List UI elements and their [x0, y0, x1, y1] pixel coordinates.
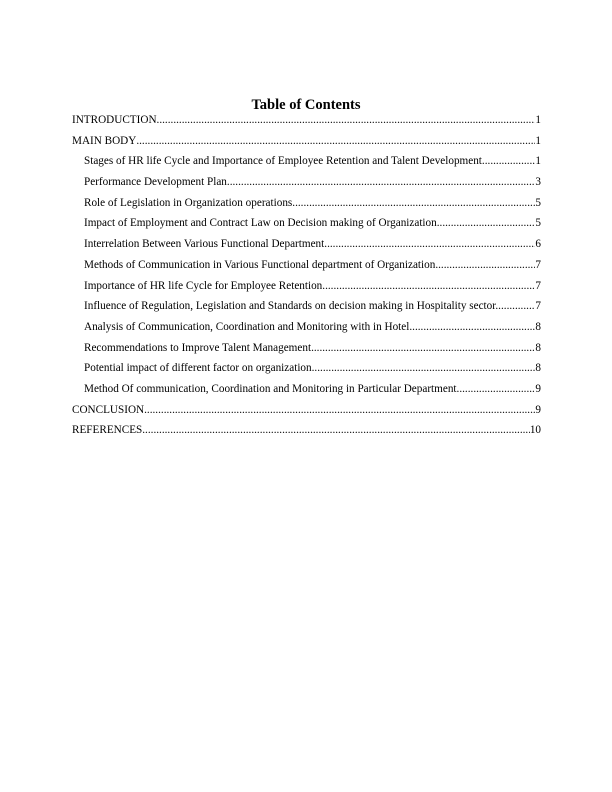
toc-dot-leader	[312, 360, 536, 376]
toc-entry-text: MAIN BODY	[72, 134, 137, 147]
toc-entry-text: Recommendations to Improve Talent Management	[84, 341, 312, 354]
toc-dot-leader	[435, 257, 535, 273]
toc-list	[72, 112, 541, 443]
toc-entry-text: Method Of communication, Coordination and Monitoring in Particular Department	[84, 382, 457, 395]
toc-entry-methods-of-communication[interactable]	[72, 257, 541, 278]
toc-page-number: 5	[535, 217, 541, 230]
toc-entry-hr-life-cycle-stages[interactable]	[72, 153, 541, 174]
toc-page-number: 9	[535, 403, 541, 416]
toc-dot-leader	[409, 319, 535, 335]
toc-page-number: 6	[535, 238, 541, 251]
toc-entry-method-of-communication[interactable]	[72, 381, 541, 402]
toc-dot-leader	[482, 153, 535, 169]
toc-dot-leader	[322, 278, 535, 294]
toc-entry-employment-contract-law[interactable]	[72, 215, 541, 236]
toc-page-number: 7	[535, 258, 541, 271]
toc-dot-leader	[457, 381, 536, 397]
toc-dot-leader	[144, 402, 535, 418]
toc-entry-recommendations[interactable]	[72, 340, 541, 361]
toc-page-number: 1	[535, 155, 541, 168]
toc-entry-text: Impact of Employment and Contract Law on Decision making of Organization	[84, 217, 437, 230]
toc-entry-text: Stages of HR life Cycle and Importance of Employee Retention and Talent Development	[84, 155, 482, 168]
toc-title: Table of Contents	[251, 97, 361, 113]
toc-entry-potential-impact[interactable]	[72, 360, 541, 381]
toc-entry-main-body[interactable]	[72, 133, 541, 154]
toc-entry-references[interactable]	[72, 422, 541, 443]
toc-entry-influence-of-regulation[interactable]	[72, 298, 541, 319]
toc-page-number: 8	[535, 362, 541, 375]
toc-entry-performance-development-plan[interactable]	[72, 174, 541, 195]
toc-entry-conclusion[interactable]	[72, 402, 541, 423]
toc-page-number: 9	[535, 382, 541, 395]
toc-dot-leader	[227, 174, 536, 190]
toc-dot-leader	[498, 298, 535, 314]
toc-entry-text: Potential impact of different factor on organization	[84, 362, 312, 375]
toc-page-number: 7	[535, 300, 541, 313]
toc-entry-text: INTRODUCTION	[72, 114, 157, 126]
toc-entry-text: REFERENCES	[72, 424, 143, 437]
toc-entry-hr-life-cycle-retention[interactable]	[72, 278, 541, 299]
toc-entry-text: Importance of HR life Cycle for Employee Retention	[84, 279, 323, 292]
toc-dot-leader	[292, 195, 535, 211]
toc-page-number: 8	[535, 341, 541, 354]
toc-entry-text: Analysis of Communication, Coordination and Monitoring with in Hotel	[84, 320, 410, 333]
toc-entry-text: Influence of Regulation, Legislation and Standards on decision making in Hospitality sector.	[84, 300, 499, 313]
toc-dot-leader	[136, 133, 535, 149]
toc-dot-leader	[311, 340, 535, 356]
toc-entry-text: Methods of Communication in Various Functional department of Organization	[84, 258, 436, 271]
toc-entry-text: Role of Legislation in Organization operations	[84, 196, 293, 209]
toc-page-number: 8	[535, 320, 541, 333]
toc-dot-leader	[437, 215, 536, 231]
toc-entry-introduction[interactable]	[72, 112, 541, 133]
toc-entry-text: CONCLUSION	[72, 403, 145, 416]
toc-entry-analysis-of-communication[interactable]	[72, 319, 541, 340]
toc-entry-text: Performance Development Plan	[84, 176, 227, 189]
toc-dot-leader	[157, 112, 536, 128]
toc-page-number: 3	[535, 176, 541, 189]
toc-dot-leader	[324, 236, 535, 252]
toc-page-number: 1	[535, 114, 541, 126]
toc-entry-role-of-legislation[interactable]	[72, 195, 541, 216]
toc-dot-leader	[142, 422, 530, 438]
toc-page-number: 10	[529, 424, 541, 437]
toc-entry-text: Interrelation Between Various Functional Department	[84, 238, 325, 251]
toc-entry-interrelation-departments[interactable]	[72, 236, 541, 257]
toc-page-number: 5	[535, 196, 541, 209]
toc-page-number: 1	[535, 134, 541, 147]
toc-page-number: 7	[535, 279, 541, 292]
